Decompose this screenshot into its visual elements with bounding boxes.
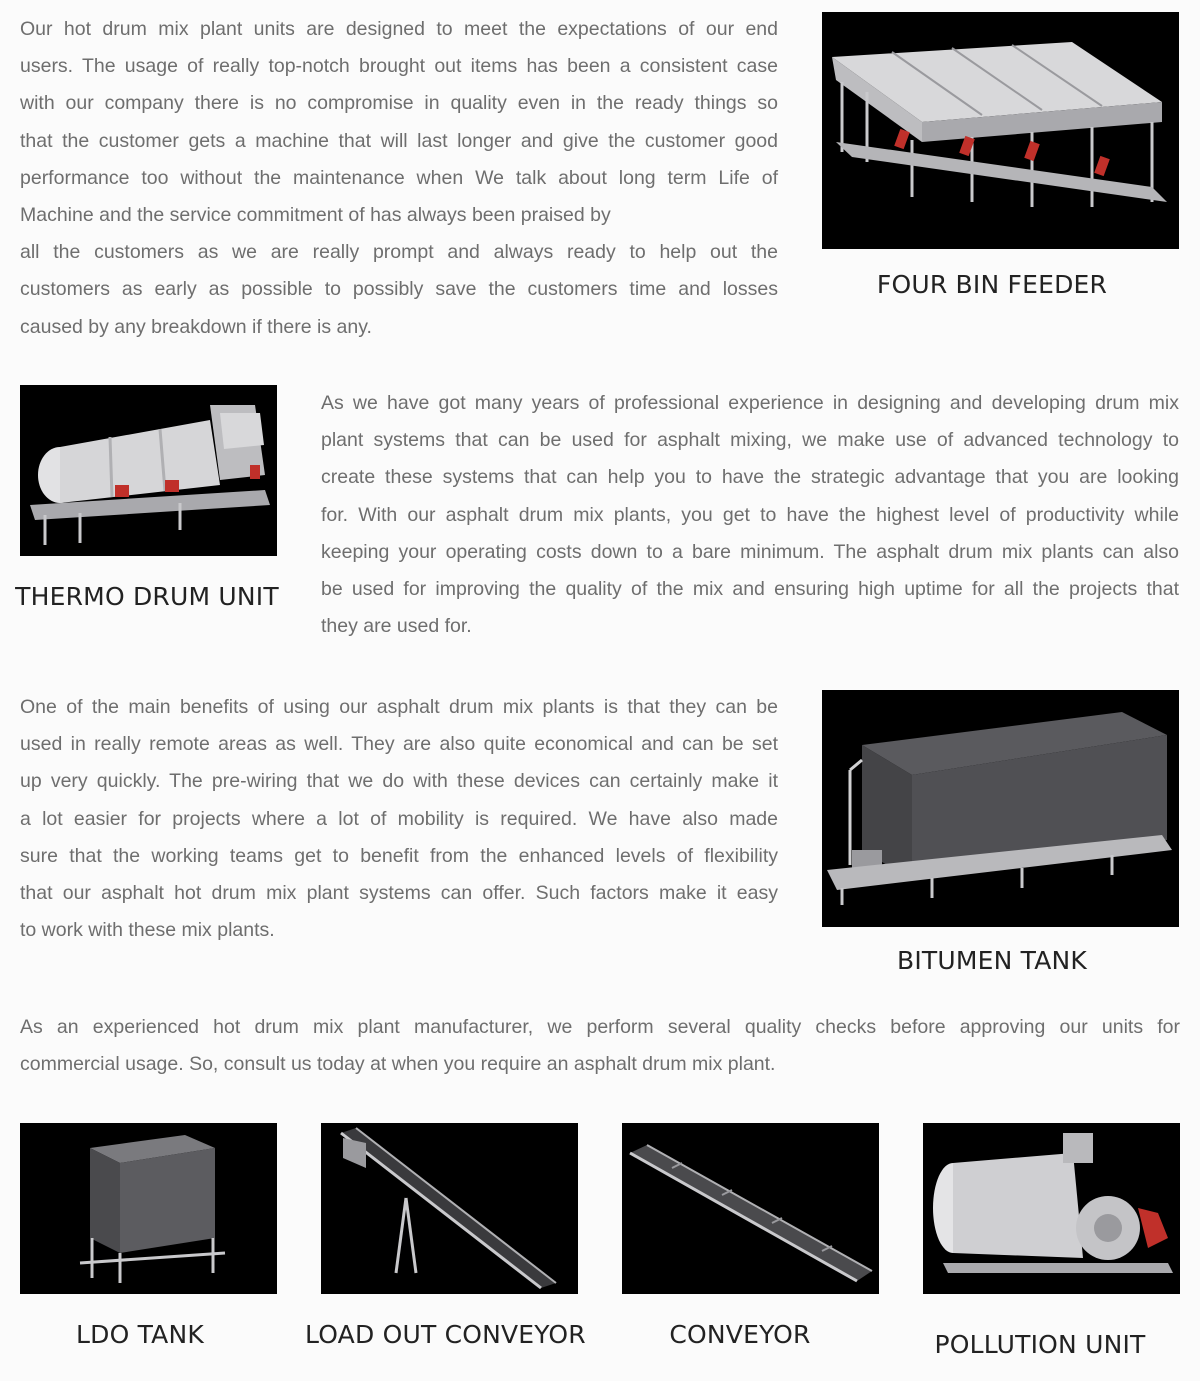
ldo-tank-caption: LDO TANK (76, 1320, 204, 1349)
text-line: As an experienced hot drum mix plant manufacturer, we perform several quality checks before approving our units for (20, 1016, 1180, 1038)
text-line: that our asphalt hot drum mix plant systems can offer. Such factors make it easy (20, 882, 778, 905)
text-line: performance too without the maintenance when We talk about long term Life of (20, 166, 778, 189)
text-line: they are used for. (321, 615, 472, 638)
text-line: that the customer gets a machine that will last longer and give the customer good (20, 129, 778, 152)
pollution-unit-illustration (923, 1123, 1180, 1294)
thermo-drum-caption: THERMO DRUM UNIT (15, 582, 279, 611)
text-line: Our hot drum mix plant units are designed to meet the expectations of our end (20, 18, 778, 40)
thermo-drum-image (20, 385, 277, 556)
text-line: customers as early as possible to possibly save the customers time and losses (20, 278, 778, 301)
bitumen-paragraph (20, 689, 778, 949)
load-out-conveyor-illustration (321, 1123, 578, 1294)
bitumen-tank-illustration (822, 690, 1179, 927)
text-line: sure that the working teams get to benefit from the enhanced levels of flexibility (20, 844, 778, 867)
text-line: users. The usage of really top-notch brought out items has been a consistent case (20, 55, 778, 78)
text-line: for. With our asphalt drum mix plants, you get to have the highest level of productivity while (321, 503, 1179, 526)
four-bin-feeder-caption: FOUR BIN FEEDER (876, 270, 1108, 299)
conveyor-image (622, 1123, 879, 1294)
text-line: to work with these mix plants. (20, 919, 275, 942)
four-bin-paragraph (20, 11, 778, 346)
four-bin-feeder-image (822, 12, 1179, 249)
text-line: with our company there is no compromise in quality even in the ready things so (20, 92, 778, 115)
conveyor-illustration (622, 1123, 879, 1294)
ldo-tank-image (20, 1123, 277, 1294)
bitumen-tank-caption: BITUMEN TANK (896, 946, 1088, 975)
text-line: a lot easier for projects where a lot of mobility is required. We have also made (20, 807, 778, 830)
load-out-conveyor-caption: LOAD OUT CONVEYOR (305, 1320, 586, 1349)
text-line: One of the main benefits of using our asphalt drum mix plants is that they can be (20, 696, 778, 718)
text-line: keeping your operating costs down to a bare minimum. The asphalt drum mix plants can also (321, 540, 1179, 563)
text-line: Machine and the service commitment of has always been praised by (20, 204, 611, 227)
text-line: caused by any breakdown if there is any. (20, 315, 372, 338)
text-line: used in really remote areas as well. They are also quite economical and can be set (20, 733, 778, 756)
text-line: all the customers as we are really prompt and always ready to help out the (20, 241, 778, 264)
closing-paragraph (20, 1009, 1180, 1083)
pollution-unit-caption: POLLUTION UNIT (934, 1330, 1146, 1359)
load-out-conveyor-image (321, 1123, 578, 1294)
pollution-unit-image (923, 1123, 1180, 1294)
thermo-drum-paragraph (321, 385, 1179, 645)
four-bin-feeder-illustration (822, 12, 1179, 249)
bitumen-tank-image (822, 690, 1179, 927)
text-line: up very quickly. The pre-wiring that we do with these devices can certainly make it (20, 770, 778, 793)
text-line: As we have got many years of professional experience in designing and developing drum mix (321, 392, 1179, 414)
text-line: create these systems that can help you to have the strategic advantage that you are looking (321, 466, 1179, 489)
ldo-tank-illustration (20, 1123, 277, 1294)
text-line: commercial usage. So, consult us today at when you require an asphalt drum mix plant. (20, 1053, 776, 1076)
text-line: be used for improving the quality of the mix and ensuring high uptime for all the projects that (321, 578, 1179, 601)
thermo-drum-illustration (20, 385, 277, 556)
conveyor-caption: CONVEYOR (669, 1320, 811, 1349)
text-line: plant systems that can be used for asphalt mixing, we make use of advanced technology to (321, 429, 1179, 452)
